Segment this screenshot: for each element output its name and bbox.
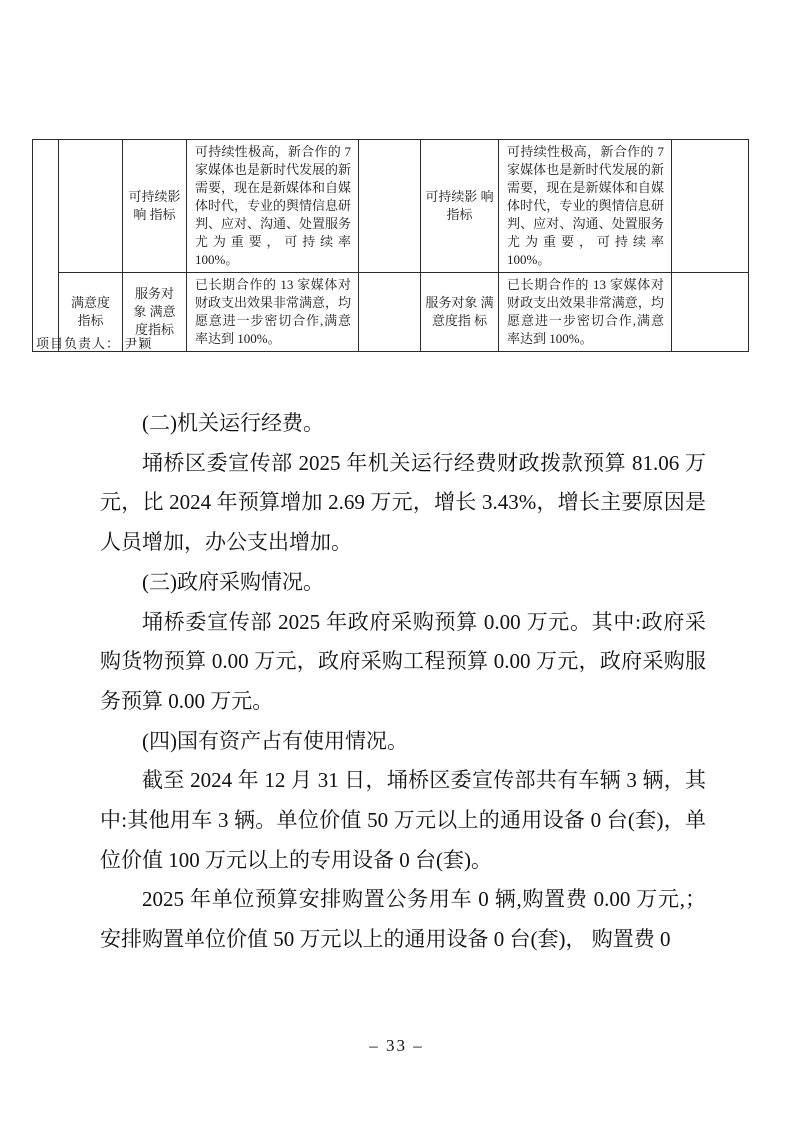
indicator-name-cell: 服务对 象 满意 度指标 xyxy=(123,273,187,352)
table-row xyxy=(33,140,749,273)
spacer-cell xyxy=(359,273,421,352)
category-cell: 满意度 指标 xyxy=(59,273,123,352)
indicator-detail-cell: 可持续性极高，新合作的 7 家媒体也是新时代发展的新需要，现在是新媒体和自媒体时代，专业的舆情信息研判、应对、沟通、处置服务尤为重要，可持续率 100%。 xyxy=(187,140,359,273)
spacer-cell xyxy=(672,140,749,273)
indicator-name-cell: 服务对象 满意度指 标 xyxy=(421,273,499,352)
indicator-detail-cell: 已长期合作的 13 家媒体对财政支出效果非常满意，均愿意进一步密切合作,满意率达到 100%。 xyxy=(187,273,359,352)
paragraph-organ-operating-costs: 埇桥区委宣传部 2025 年机关运行经费财政拨款预算 81.06 万元，比 2024 年预算增加 2.69 万元，增长 3.43%，增长主要原因是人员增加，办公支出增加。 xyxy=(100,450,706,555)
performance-indicator-table xyxy=(32,139,749,352)
paragraph-budget-purchases: 2025 年单位预算安排购置公务用车 0 辆,购置费 0.00 万元,；安排购置单位价值 50 万元以上的通用设备 0 台(套)， 购置费 0 xyxy=(100,887,706,952)
project-leader-line: 项目负责人： 尹颖 xyxy=(36,336,153,351)
spacer-cell xyxy=(672,273,749,352)
paragraph-government-procurement: 埇桥委宣传部 2025 年政府采购预算 0.00 万元。其中:政府采购货物预算 0.00 万元，政府采购工程预算 0.00 万元，政府采购服务预算 0.00 万元。 xyxy=(100,609,706,713)
spacer-cell xyxy=(359,140,421,273)
indicator-detail-cell: 已长期合作的 13 家媒体对财政支出效果非常满意，均愿意进一步密切合作,满意率达到 100%。 xyxy=(499,273,672,352)
section-heading-organ-operating-costs: (二)机关运行经费。 xyxy=(142,411,324,435)
section-heading-state-assets: (四)国有资产占有使用情况。 xyxy=(142,728,408,753)
page-number: – 33 – xyxy=(369,1036,424,1055)
section-heading-government-procurement: (三)政府采购情况。 xyxy=(142,569,324,594)
indicator-name-cell: 可持续影响 指标 xyxy=(123,140,187,273)
body-text-block xyxy=(100,404,706,960)
indicator-detail-cell: 可持续性极高，新合作的 7 家媒体也是新时代发展的新需要，现在是新媒体和自媒体时代，专业的舆情信息研判、应对、沟通、处置服务尤为重要，可持续率 100%。 xyxy=(499,140,672,273)
indicator-name-cell: 可持续影 响 指标 xyxy=(421,140,499,273)
group-cell xyxy=(33,140,59,352)
category-cell-empty xyxy=(59,140,123,273)
paragraph-state-assets: 截至 2024 年 12 月 31 日，埇桥区委宣传部共有车辆 3 辆，其中:其他用车 3 辆。单位价值 50 万元以上的通用设备 0 台(套)，单位价值 100 万元以上的专用设备 0 台(套)。 xyxy=(100,768,706,872)
